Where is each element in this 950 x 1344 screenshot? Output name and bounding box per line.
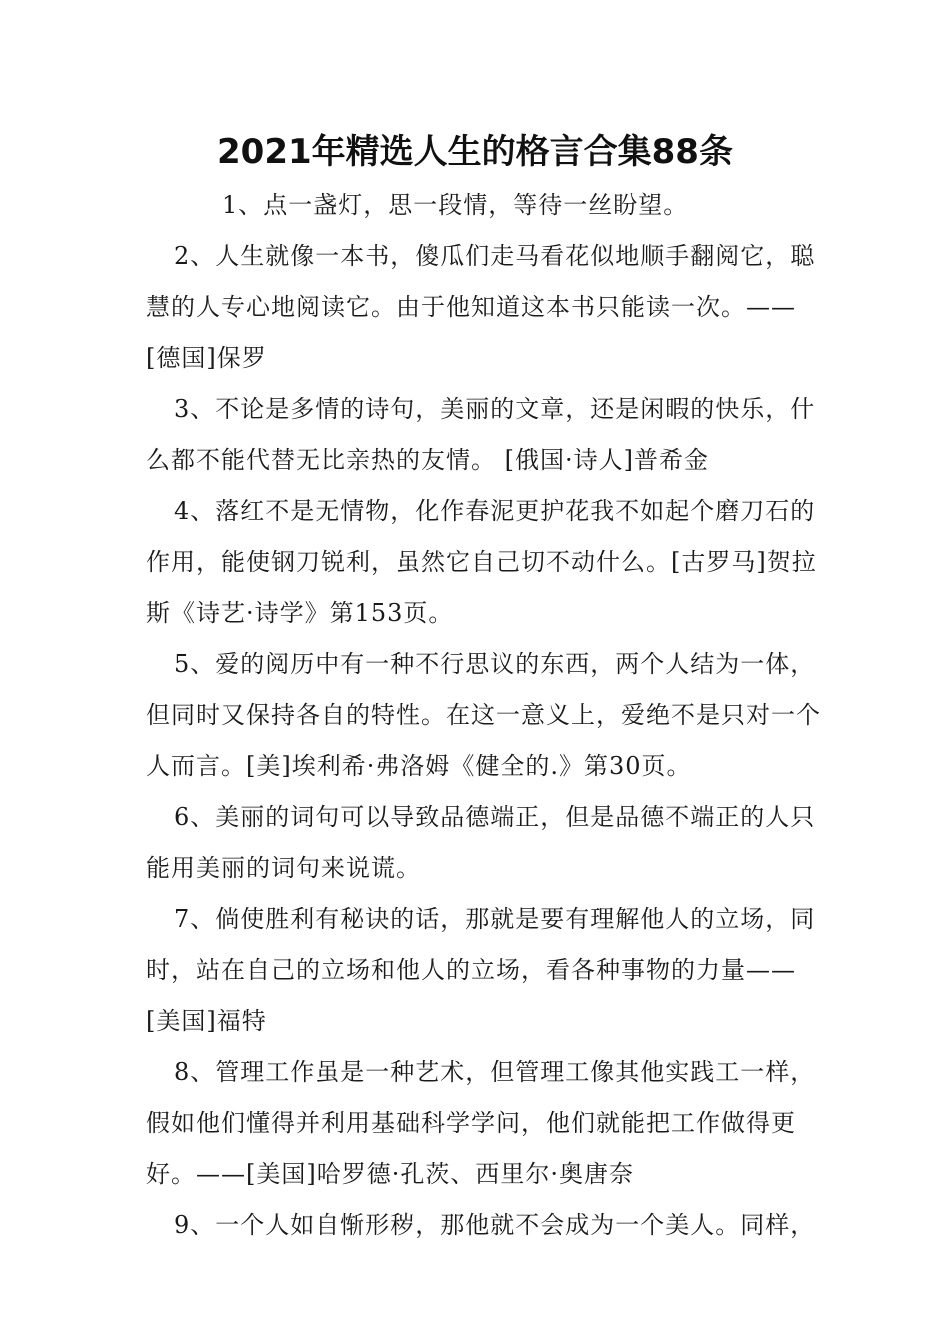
document-title: 2021年精选人生的格言合集88条	[217, 132, 733, 172]
quote-paragraph-4: 4、落红不是无情物，化作春泥更护花我不如起个磨刀石的作用，能使钢刀锐利，虽然它自己切不动什么。[古罗马]贺拉斯《诗艺·诗学》第153页。	[146, 497, 817, 627]
quote-paragraph-3: 3、不论是多情的诗句，美丽的文章，还是闲暇的快乐，什么都不能代替无比亲热的友情。 [俄国·诗人]普希金	[146, 395, 816, 474]
quote-paragraph-7: 7、倘使胜利有秘诀的话，那就是要有理解他人的立场，同时，站在自己的立场和他人的立场，看各种事物的力量——[美国]福特	[146, 905, 816, 1035]
quote-paragraph-2: 2、人生就像一本书，傻瓜们走马看花似地顺手翻阅它，聪慧的人专心地阅读它。由于他知道这本书只能读一次。——[德国]保罗	[146, 242, 816, 372]
quote-paragraph-5: 5、爱的阅历中有一种不行思议的东西，两个人结为一体，但同时又保持各自的特性。在这一意义上，爱绝不是只对一个人而言。[美]埃利希·弗洛姆《健全的.》第30页。	[146, 650, 821, 780]
quote-paragraph-1: 1、点一盏灯，思一段情，等待一丝盼望。	[222, 191, 689, 219]
quote-paragraph-8: 8、管理工作虽是一种艺术，但管理工像其他实践工一样，假如他们懂得并利用基础科学学问，他们就能把工作做得更好。——[美国]哈罗德·孔茨、西里尔·奥唐奈	[146, 1058, 816, 1188]
document-body	[146, 180, 826, 1251]
quote-paragraph-6: 6、美丽的词句可以导致品德端正，但是品德不端正的人只能用美丽的词句来说谎。	[146, 803, 816, 882]
quote-paragraph-9: 9、一个人如自惭形秽，那他就不会成为一个美人。同样，	[174, 1211, 816, 1239]
